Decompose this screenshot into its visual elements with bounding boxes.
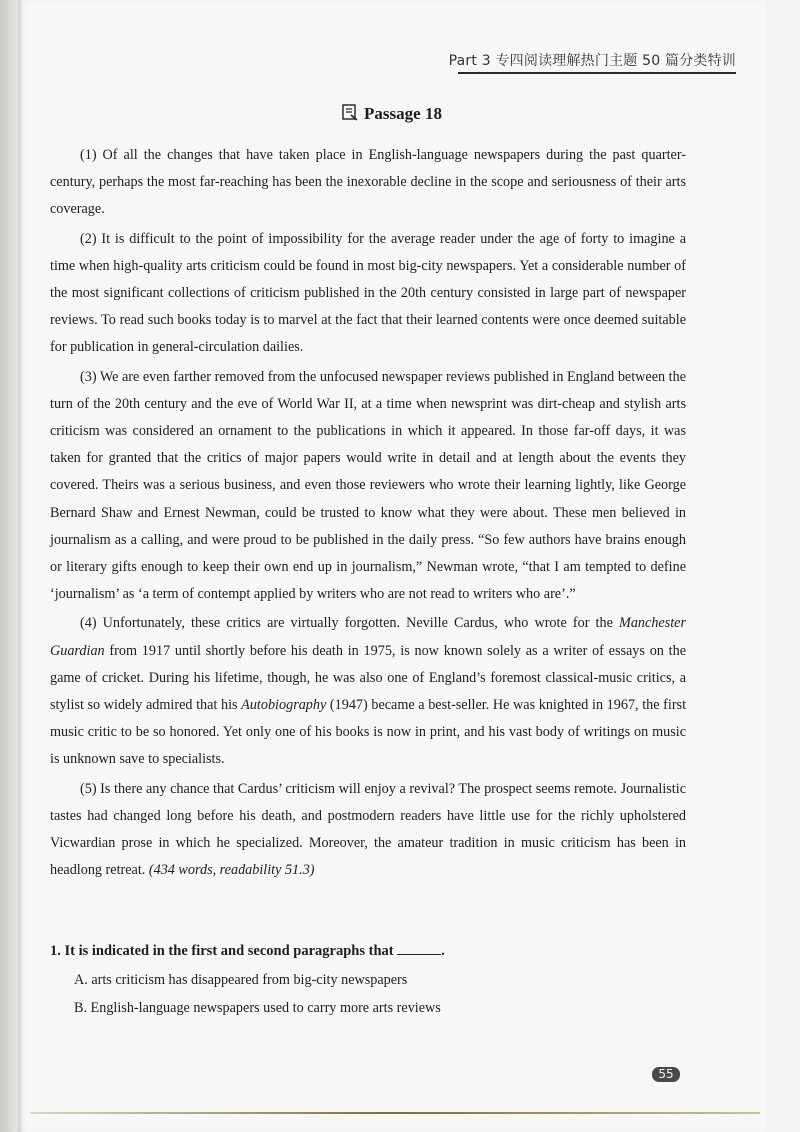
answer-blank [397,942,441,955]
paragraph-3: (3) We are even farther removed from the unfocused newspaper reviews published in England between the turn of the 20th century and the eve of World War II, at a time when newsprint was dirt-cheap and stylish arts criticism was considered an ornament to the publications in which it appeared. In those far-off days, it was taken for granted that the critics of major papers would write in detail and at length about the events they covered. Theirs was a serious business, and even those reviewers who wrote their learning lightly, like George Bernard Shaw and Ernest Newman, could be trusted to know what they were about. These men believed in journalism as a calling, and were proud to be published in the daily press. “So few authors have brains enough or literary gifts enough to keep their own end up in journalism,” Newman wrote, “that I am tempted to define ‘journalism’ as ‘a term of contempt applied by writers who are not read to writers who are’.” [50,368,686,603]
question-1 [50,942,445,960]
bottom-edge-rule [30,1112,760,1114]
paragraph-4 [50,610,686,773]
passage-title [18,104,766,124]
option-b: B. English-language newspapers used to carry more arts reviews [74,1000,441,1016]
header-rule [458,72,736,74]
paragraph-4-text-b: from 1917 until shortly before his death in 1975, is now known solely as a writer of essays on the game of cricket. During his lifetime, though, he was also one of England’s foremost classical-music critics, a stylist so widely admired that his [50,642,686,714]
word-count-note: (434 words, readability 51.3) [148,862,315,879]
paragraph-4-text-c: (1947) became a best-seller. He was knighted in 1967, the first music critic to be so honored. Yet only one of his books is now in print, and his vast body of writings on music is unknown save to specialists. [50,697,687,768]
passage-body [50,142,686,886]
paragraph-1: (1) Of all the changes that have taken place in English-language newspapers during the past quarter-century, perhaps the most far-reaching has been the inexorable decline in the scope and seriousness of their arts coverage. [50,147,686,218]
paragraph-5-text: (5) Is there any chance that Cardus’ criticism will enjoy a revival? The prospect seems remote. Journalistic tastes had changed long before his death, and postmodern readers have little use for the richly upholstered Vicwardian prose in which he specialized. Moreover, the amateur tradition in music criticism has been in headlong retreat. [50,780,686,879]
newspaper-title: Manchester Guardian [50,615,686,659]
book-page [18,0,766,1132]
book-title: Autobiography [241,697,327,714]
running-header: Part 3 专四阅读理解热门主题 50 篇分类特训 [448,53,736,69]
document-icon [342,104,358,121]
paragraph-5 [50,776,686,885]
question-1-end: . [441,943,445,959]
paragraph-4-text-a: (4) Unfortunately, these critics are virtually forgotten. Neville Cardus, who wrote for the [80,615,620,632]
question-1-text: 1. It is indicated in the first and second paragraphs that [50,943,394,959]
option-a: A. arts criticism has disappeared from big-city newspapers [74,972,408,988]
passage-title-text: Passage 18 [364,104,442,123]
page-number: 55 [652,1067,680,1082]
paragraph-2: (2) It is difficult to the point of impossibility for the average reader under the age of forty to imagine a time when high-quality arts criticism could be found in most big-city newspapers. Yet a considerable number of the most significant collections of criticism published in the 20th century consisted in large part of newspaper reviews. To read such books today is to marvel at the fact that their learned contents were once deemed suitable for publication in general-circulation dailies. [50,230,686,356]
